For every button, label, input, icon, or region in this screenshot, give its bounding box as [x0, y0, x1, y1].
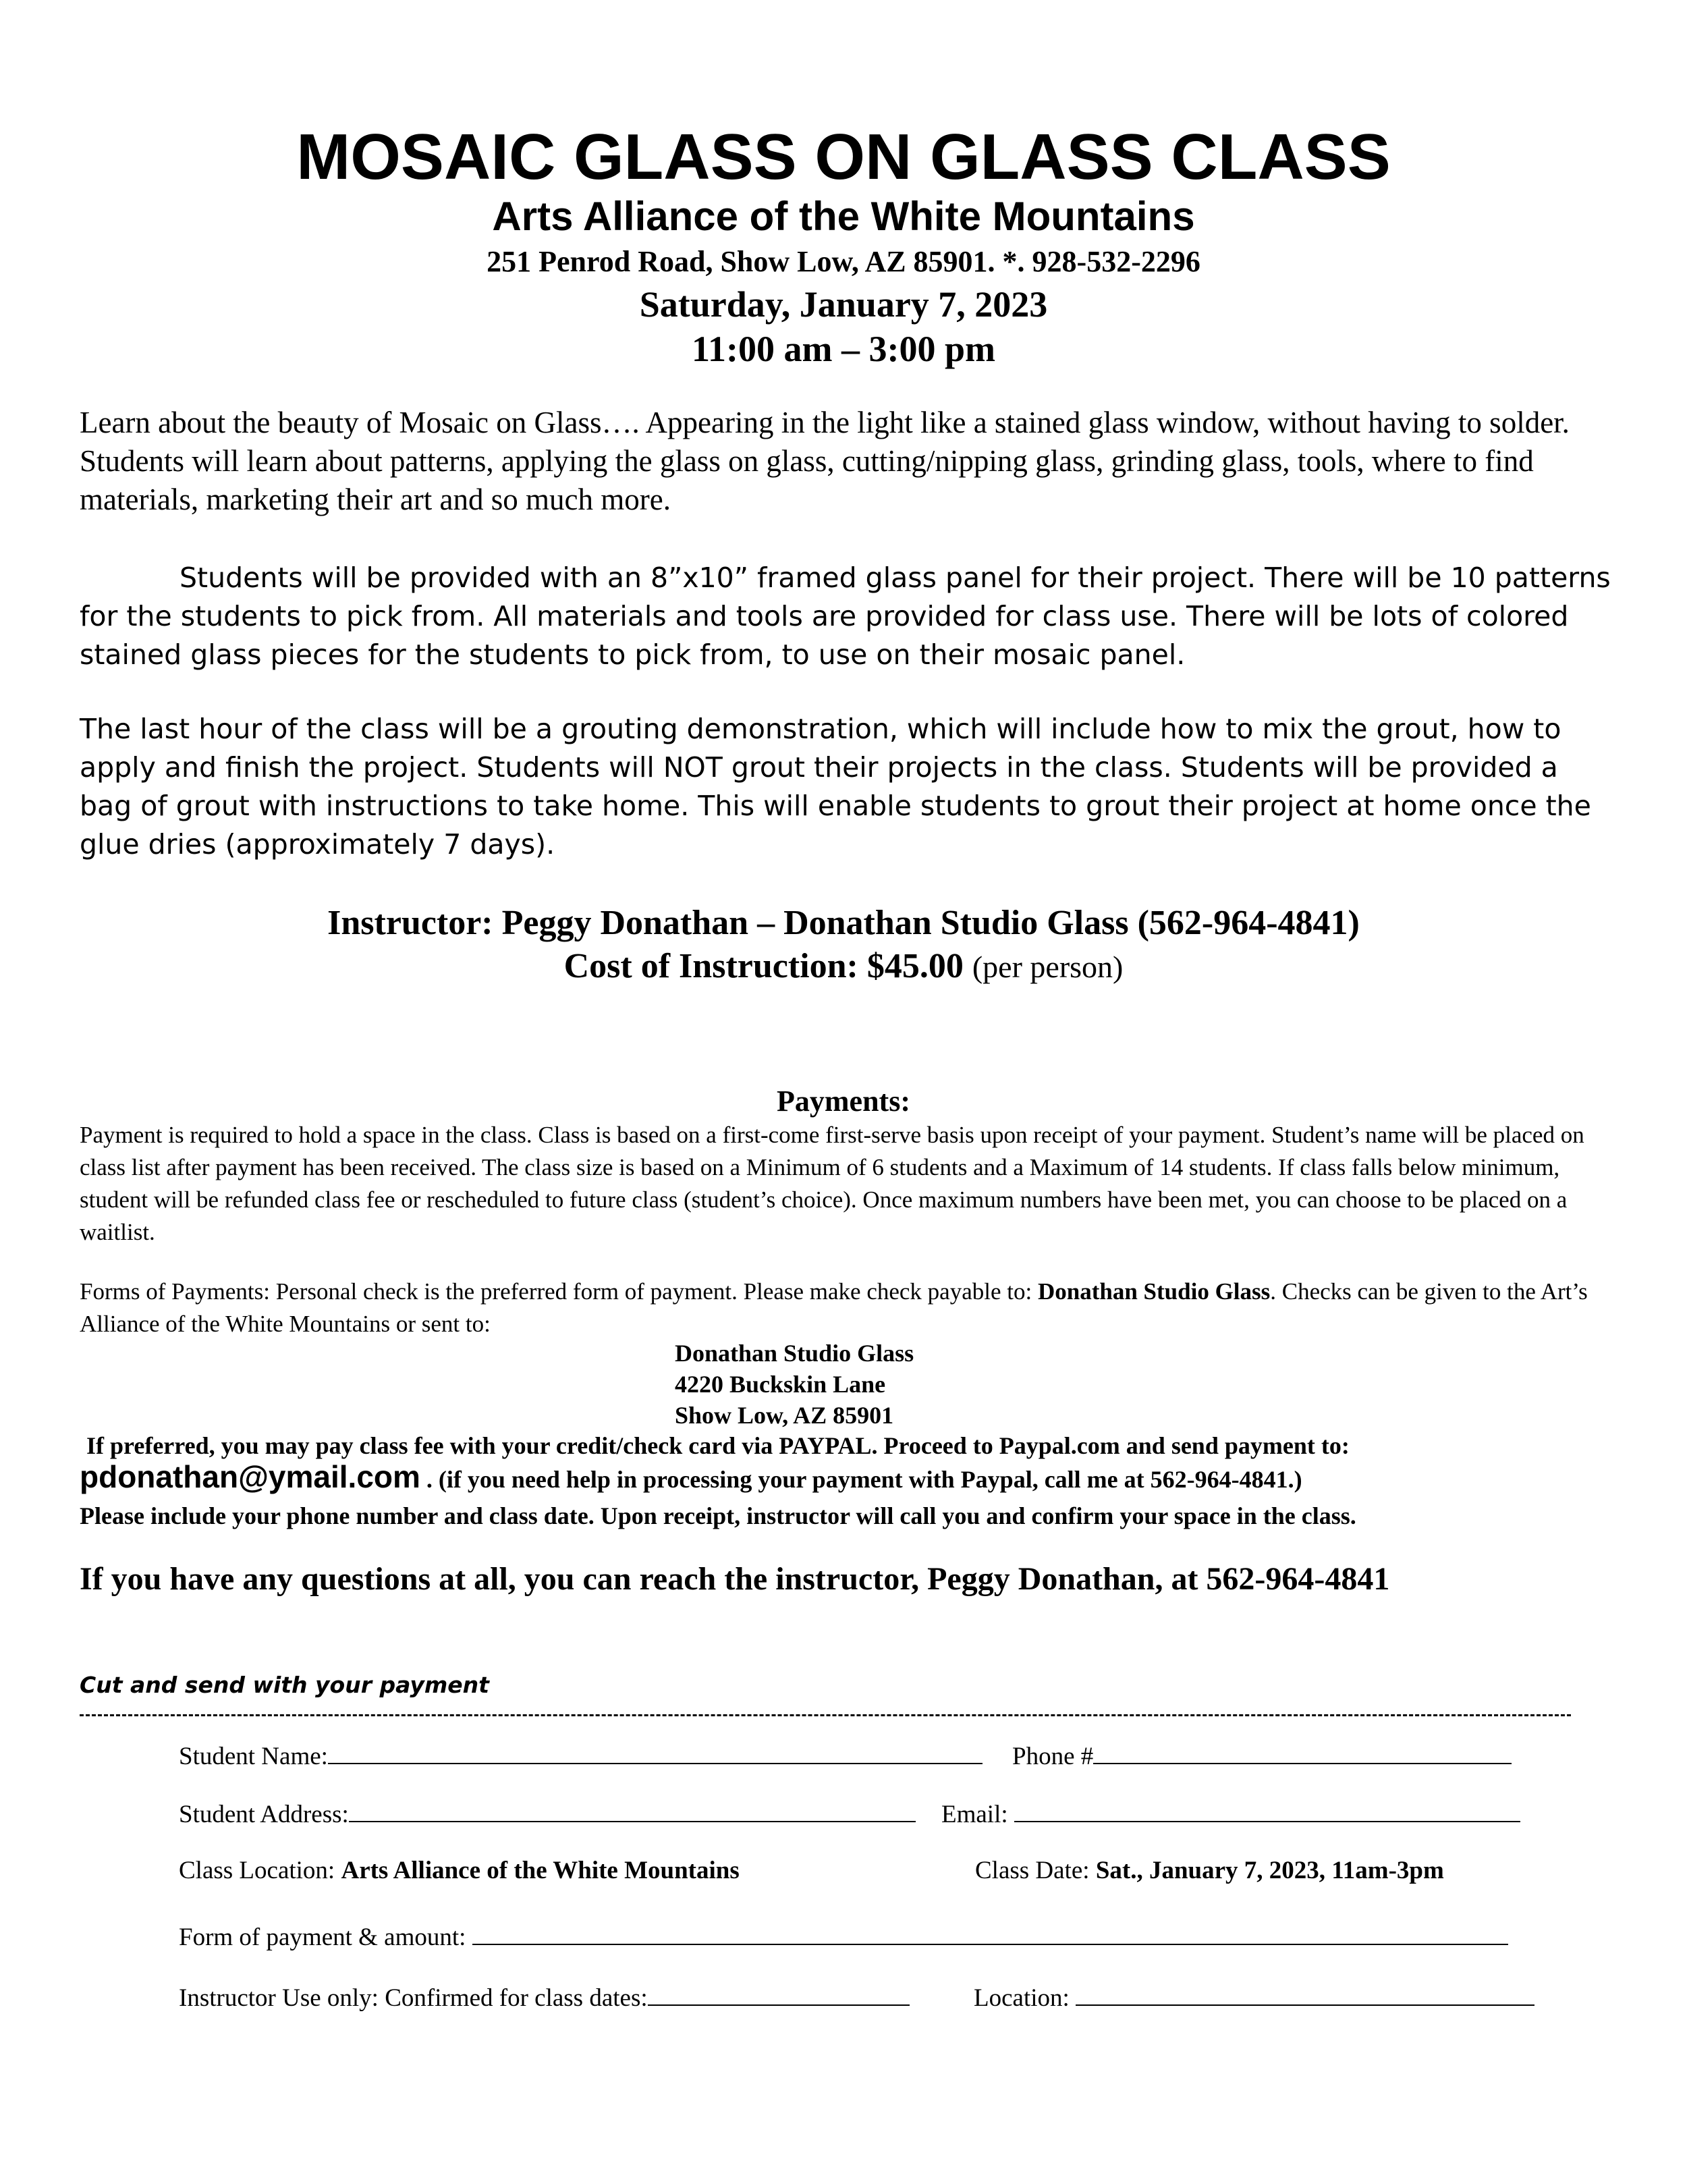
- phone-label: Phone #: [1012, 1743, 1094, 1770]
- student-name-label: Student Name:: [179, 1743, 328, 1770]
- email-field[interactable]: [1014, 1798, 1520, 1822]
- paypal-email[interactable]: pdonathan@ymail.com: [80, 1459, 420, 1494]
- class-date-group: [975, 1855, 1444, 1887]
- cost-note: (per person): [972, 950, 1124, 984]
- instructor-use-row: [179, 1982, 1070, 2015]
- class-date: Saturday, January 7, 2023: [639, 284, 1048, 325]
- address-line: 251 Penrod Road, Show Low, AZ 85901. *. 928-532-2296: [487, 245, 1200, 278]
- email-group: [941, 1798, 1520, 1831]
- grouting-paragraph: The last hour of the class will be a grouting demonstration, which will include how to mix the grout, how to apply and finish the project. Students will NOT grout their projects in the class. Students will be provided a bag of grout with instructions to take home. This will enable students to grout their project at home once the glue dries (approximately 7 days).: [80, 713, 1591, 861]
- cost-line: [0, 945, 1687, 989]
- class-location-value: Arts Alliance of the White Mountains: [341, 1857, 740, 1884]
- class-location-label: Class Location:: [179, 1857, 341, 1884]
- questions-line: If you have any questions at all, you can reach the instructor, Peggy Donathan, at 562-964-4841: [80, 1561, 1390, 1597]
- student-name-field[interactable]: [328, 1740, 983, 1764]
- payment-amount-row: [179, 1921, 1508, 1954]
- phone-field[interactable]: [1093, 1740, 1512, 1764]
- materials-paragraph: Students will be provided with an 8”x10” framed glass panel for their project. There will be 10 patterns for the students to pick from. All materials and tools are provided for class use. There will be lots of colored stained glass pieces for the students to pick from, to use on their mosaic panel.: [80, 562, 1611, 671]
- class-time: 11:00 am – 3:00 pm: [692, 329, 995, 369]
- forms-text-post: . Checks can be given to the Art’s Alliance of the White Mountains or sent to:: [80, 1278, 1588, 1337]
- email-label: Email:: [941, 1801, 1008, 1828]
- organization-name: Arts Alliance of the White Mountains: [492, 194, 1195, 239]
- paypal-confirmation-note: Please include your phone number and class date. Upon receipt, instructor will call you and confirm your space in the class.: [80, 1502, 1356, 1529]
- forms-of-payment-paragraph: [80, 1276, 1611, 1340]
- paypal-email-line: [80, 1458, 1302, 1498]
- student-name-row: [179, 1740, 1094, 1773]
- paypal-instructions: If preferred, you may pay class fee with your credit/check card via PAYPAL. Proceed to Paypal.com and send payment to:: [86, 1432, 1350, 1459]
- student-address-field[interactable]: [349, 1798, 916, 1822]
- payments-paragraph: Payment is required to hold a space in the class. Class is based on a first-come first-serve basis upon receipt of your payment. Student’s name will be placed on class list after payment has been received. The class size is based on a Minimum of 6 students and a Maximum of 14 students. If class falls below minimum, student will be refunded class fee or rescheduled to future class (student’s choice). Once maximum numbers have been met, you can choose to be placed on a waitlist.: [80, 1122, 1584, 1245]
- forms-text-pre: Forms of Payments: Personal check is the preferred form of payment. Please make check payable to:: [80, 1278, 1038, 1305]
- instructor-use-label: Instructor Use only: Confirmed for class dates:: [179, 1984, 648, 2012]
- student-address-row: [179, 1798, 1008, 1831]
- class-info-row: [179, 1855, 1444, 1887]
- cost-label: Cost of Instruction: $45.00: [563, 947, 964, 985]
- paypal-help-note: . (if you need help in processing your payment with Paypal, call me at 562-964-4841.): [420, 1466, 1302, 1493]
- forms-payee: Donathan Studio Glass: [1037, 1278, 1271, 1305]
- class-date-value: Sat., January 7, 2023, 11am-3pm: [1095, 1857, 1444, 1884]
- payment-amount-field[interactable]: [472, 1921, 1508, 1945]
- mail-street: 4220 Buckskin Lane: [675, 1371, 886, 1398]
- payment-amount-label: Form of payment & amount:: [179, 1923, 466, 1951]
- phone-group: [1012, 1740, 1512, 1773]
- payments-heading: Payments:: [777, 1085, 910, 1118]
- cut-line-divider: [80, 1714, 1571, 1716]
- location-field[interactable]: [1076, 1982, 1534, 2006]
- mail-name: Donathan Studio Glass: [675, 1340, 914, 1367]
- confirmed-dates-field[interactable]: [648, 1982, 910, 2006]
- student-address-label: Student Address:: [179, 1801, 349, 1828]
- mail-city: Show Low, AZ 85901: [675, 1402, 894, 1429]
- intro-paragraph: Learn about the beauty of Mosaic on Glass…. Appearing in the light like a stained glass window, without having to solder. Students will learn about patterns, applying the glass on glass, cutting/nipping glass, grinding glass, tools, where to find materials, marketing their art and so much more.: [80, 406, 1570, 516]
- instructor-line: Instructor: Peggy Donathan – Donathan Studio Glass (562-964-4841): [327, 904, 1360, 942]
- page-title: MOSAIC GLASS ON GLASS CLASS: [296, 121, 1391, 193]
- cut-instruction: Cut and send with your payment: [80, 1672, 489, 1698]
- location-group: [974, 1982, 1534, 2015]
- location-label: Location:: [974, 1984, 1070, 2012]
- class-date-label: Class Date:: [975, 1857, 1096, 1884]
